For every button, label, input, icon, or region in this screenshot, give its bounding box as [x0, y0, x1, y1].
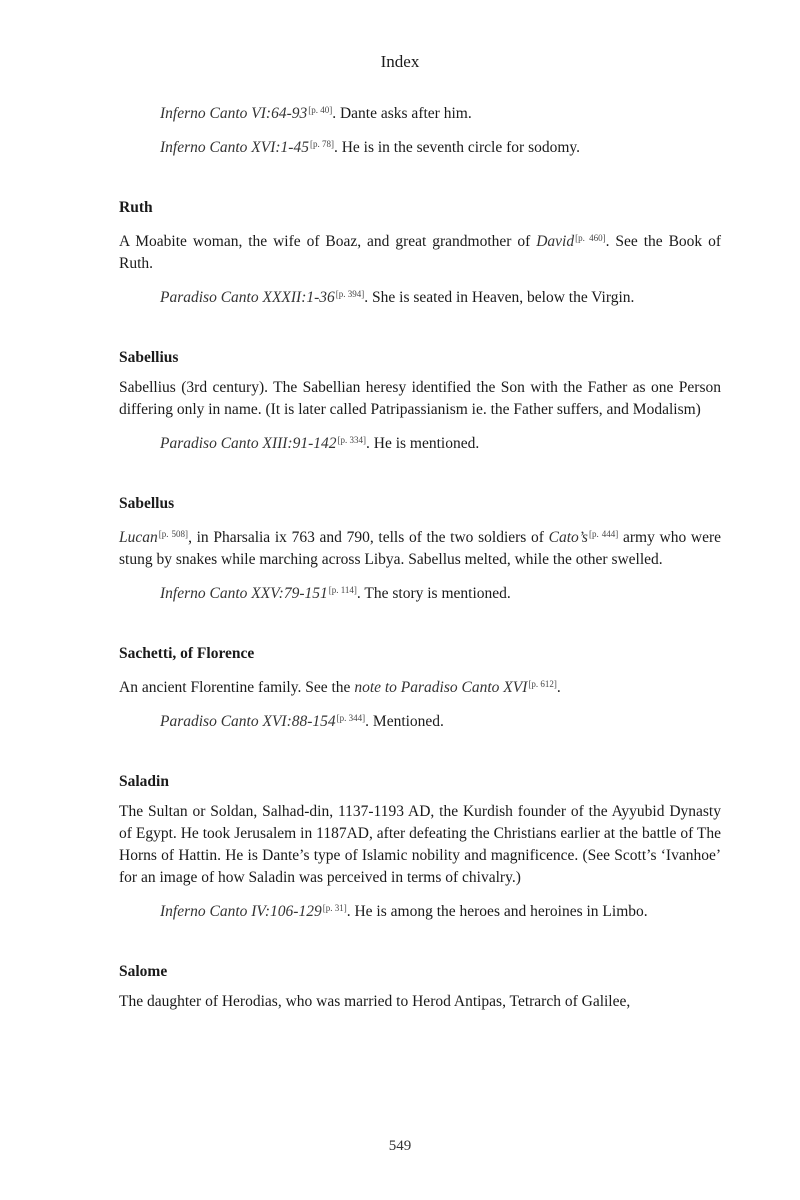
entry-title: Sabellius — [119, 349, 179, 366]
description-text: army who were stung by snakes while marching across Libya. Sabellus melted, while the other swelled. — [119, 529, 721, 568]
reference-text: . Dante asks after him. — [332, 105, 472, 122]
page-header: Index — [380, 52, 420, 71]
page-ref[interactable]: [p. 40] — [308, 105, 333, 115]
cross-reference-link[interactable]: David — [536, 233, 575, 250]
reference-text: . Mentioned. — [365, 713, 444, 730]
page-ref[interactable]: [p. 344] — [336, 713, 366, 723]
canto-link[interactable]: Paradiso Canto XXXII:1-36 — [160, 289, 335, 306]
page-ref[interactable]: [p. 394] — [335, 289, 365, 299]
index-reference — [160, 283, 721, 309]
reference-text: . He is in the seventh circle for sodomy. — [333, 139, 581, 156]
entry-title: Ruth — [119, 199, 153, 216]
reference-text: . The story is mentioned. — [356, 585, 511, 602]
index-reference — [160, 897, 721, 923]
index-entry-sabellius — [119, 347, 721, 455]
canto-link[interactable]: Paradiso Canto XVI:88-154 — [160, 713, 336, 730]
index-reference — [160, 133, 721, 159]
reference-text: . She is seated in Heaven, below the Virgin. — [364, 289, 635, 306]
entry-description: The Sultan or Soldan, Salhad-din, 1137-1193 AD, the Kurdish founder of the Ayyubid Dynasty of Egypt. He took Jerusalem in 1187AD, after defeating the Christians earlier at the battle of The Horns of Hattin. He is Dante’s type of Islamic nobility and magnificence. (See Scott’s ‘Ivanhoe’ for an image of how Saladin was perceived in terms of chivalry.) — [119, 803, 721, 886]
index-reference — [160, 99, 721, 125]
entry-title: Sabellus — [119, 495, 175, 512]
page-ref[interactable]: [p. 31] — [322, 903, 347, 913]
entry-description: The daughter of Herodias, who was married to Herod Antipas, Tetrarch of Galilee, — [119, 993, 631, 1010]
index-reference — [160, 429, 721, 455]
description-text: A Moabite woman, the wife of Boaz, and great grandmother of — [119, 233, 537, 250]
index-entry-saladin — [119, 771, 721, 923]
canto-link[interactable]: Inferno Canto XXV:79-151 — [160, 585, 328, 602]
canto-link[interactable]: Inferno Canto XVI:1-45 — [160, 139, 309, 156]
page-ref[interactable]: [p. 78] — [309, 139, 334, 149]
entry-title: Sachetti, of Florence — [119, 645, 255, 662]
index-content — [119, 99, 721, 1021]
page-ref[interactable]: [p. 334] — [337, 435, 367, 445]
reference-text: . He is among the heroes and heroines in Limbo. — [346, 903, 648, 920]
description-text: . — [556, 679, 561, 696]
reference-text: . He is mentioned. — [366, 435, 480, 452]
index-reference — [160, 707, 721, 733]
entry-description: Sabellius (3rd century). The Sabellian heresy identified the Son with the Father as one Person differing only in name. (It is later called Patripassianism ie. the Father suffers, and Modalism) — [119, 379, 721, 418]
entry-title: Salome — [119, 963, 168, 980]
index-entry-ruth — [119, 197, 721, 309]
index-reference — [160, 579, 721, 605]
index-entry-sabellus — [119, 493, 721, 605]
index-entry-sachetti — [119, 643, 721, 733]
canto-link[interactable]: Inferno Canto VI:64-93 — [160, 105, 308, 122]
entry-description — [119, 673, 721, 699]
canto-link[interactable]: Inferno Canto IV:106-129 — [160, 903, 322, 920]
page-ref[interactable]: [p. 460] — [575, 233, 606, 243]
index-entry-salome — [119, 961, 721, 1013]
entry-description — [119, 227, 721, 275]
cross-reference-link[interactable]: Lucan — [119, 529, 158, 546]
description-text: An ancient Florentine family. See the — [119, 679, 355, 696]
page-ref[interactable]: [p. 444] — [588, 529, 619, 539]
page-ref[interactable]: [p. 508] — [158, 529, 189, 539]
description-text: , in Pharsalia ix 763 and 790, tells of the two soldiers of — [188, 529, 549, 546]
entry-description — [119, 523, 721, 571]
canto-link[interactable]: Paradiso Canto XIII:91-142 — [160, 435, 337, 452]
cross-reference-link[interactable]: note to Paradiso Canto XVI — [354, 679, 528, 696]
description-text: . See the Book of Ruth. — [119, 233, 721, 272]
page-ref[interactable]: [p. 612] — [528, 679, 557, 689]
page-ref[interactable]: [p. 114] — [328, 585, 357, 595]
entry-title: Saladin — [119, 773, 169, 790]
page-number: 549 — [388, 1138, 412, 1154]
cross-reference-link[interactable]: Cato’s — [548, 529, 588, 546]
